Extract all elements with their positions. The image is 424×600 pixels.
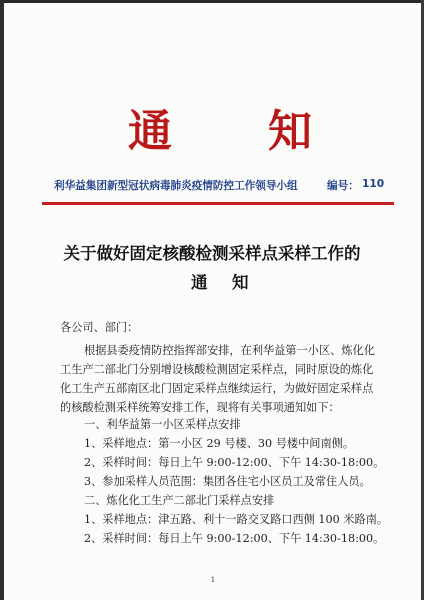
paragraph-line-4: 的核酸检测采样统筹安排工作，现将有关事项通知如下： (60, 401, 340, 414)
document-title-char-b: 知 (232, 273, 249, 292)
notice-header-char1: 通 (128, 106, 172, 157)
paragraph-line-3: 化工生产五部南区北门固定采样点继续运行，为做好固定采样点 (60, 382, 374, 395)
notice-header (0, 100, 424, 164)
document-title-char-a: 通 (191, 273, 208, 292)
section2-item-2: 2、采样时间：每日上午 9:00-12:00、下午 14:30-18:00。 (84, 532, 385, 545)
section1-item-1: 1、采样地点：第一小区 29 号楼、30 号楼中间南侧。 (84, 437, 355, 450)
salutation: 各公司、部门： (60, 321, 139, 334)
scan-border-top (0, 0, 424, 3)
issuer-line (54, 178, 384, 196)
issuer-name: 利华益集团新型冠状病毒肺炎疫情防控工作领导小组 (54, 180, 298, 192)
doc-number-value: 110 (362, 178, 385, 190)
section2-heading: 二、炼化化工生产二部北门采样点安排 (84, 494, 275, 507)
section2-item-1: 1、采样地点：津五路、利十一路交叉路口西侧 100 米路南。 (84, 513, 389, 526)
paragraph-line-2: 工生产二部北门分别增设核酸检测固定采样点，同时原设的炼化 (60, 363, 374, 376)
notice-header-char2: 知 (268, 106, 312, 157)
section1-item-2: 2、采样时间：每日上午 9:00-12:00、下午 14:30-18:00。 (84, 456, 385, 469)
red-divider (42, 202, 394, 205)
document-title-line2 (0, 272, 424, 294)
document-title-line1: 关于做好固定核酸检测采样点采样工作的 (63, 244, 361, 263)
paragraph-line-1: 根据县委疫情防控指挥部安排，在利华益第一小区、炼化化 (84, 344, 375, 357)
section1-item-3: 3、参加采样人员范围：集团各住宅小区员工及常住人员。 (84, 475, 371, 488)
section1-heading: 一、利华益第一小区采样点安排 (84, 418, 241, 431)
page-number: 1 (210, 576, 216, 584)
scan-border-left (0, 0, 4, 600)
doc-number-label: 编号： (327, 180, 359, 192)
